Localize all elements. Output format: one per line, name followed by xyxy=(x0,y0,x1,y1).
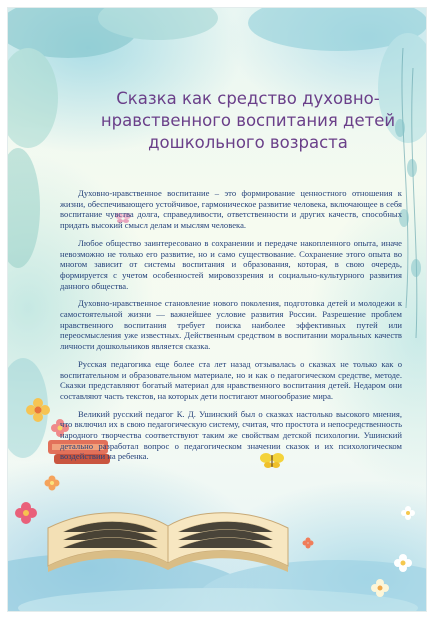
flower-icon xyxy=(45,476,60,491)
paragraph: Духовно-нравственное становление нового поколения, подготовка детей и молодежи к самостоятельной жизни — важнейшее условие развития России. Разрешение проблем нравственного воспитания требует поиска наиболее эффективных путей или переосмысления уже известных. Действенным средством в воспитании моральных качеств личности дошкольников является сказка. xyxy=(60,298,402,352)
paragraph: Русская педагогика еще более ста лет назад отзывалась о сказках не только как о воспитательном и образовательном материале, но и как о педагогическом средстве, методе. Сказки представляют богатый материал для нравственного воспитания детей. Недаром они составляют часть текстов, на которых дети постигают многообразие мира. xyxy=(60,358,402,401)
paragraph: Великий русский педагог К. Д. Ушинский был о сказках настолько высокого мнения, что включил их в свою педагогическую систему, считая, что простота и непосредственность народного творчества соответствуют таким же свойствам детской психологии. Ушинский детально разработал вопрос о педагогическом значении сказок и их психологическом воздействии на ребенка. xyxy=(60,408,402,462)
article-body xyxy=(60,188,402,469)
paragraph: Духовно-нравственное воспитание – это формирование ценностного отношения к жизни, обеспечивающего устойчивое, гармоническое развитие человека, включающее в себя воспитание чувства долга, справедливости, ответственности и других качеств, способных придать высокий смысл делам и мыслям человека. xyxy=(60,188,402,231)
flower-icon xyxy=(15,502,37,524)
poster-sheet xyxy=(7,7,427,612)
flower-icon xyxy=(401,506,415,520)
page-title: Сказка как средство духовно-нравственного воспитания детей дошкольного возраста xyxy=(100,89,396,152)
paragraph: Любое общество заинтересовано в сохранении и передаче накопленного опыта, иначе невозможно не только его развитие, но и само существование. Сохранение этого опыта во многом зависит от системы воспитания и образования, которая, в свою очередь, формируется с учетом особенностей мировоззрения и социально-культурного развития данного общества. xyxy=(60,237,402,291)
flower-icon xyxy=(303,538,314,549)
